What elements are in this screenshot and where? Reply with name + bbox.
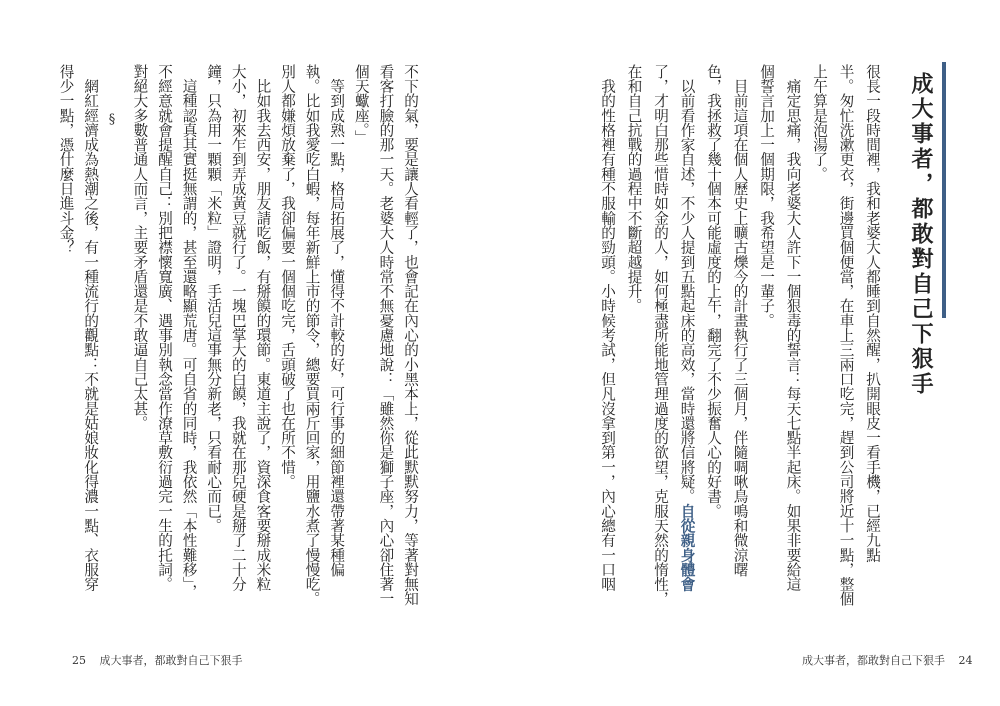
text-column: 鐘，只為用一顆顆「米粒」證明，手活兒這事無分新老，只看耐心而已。	[205, 64, 223, 533]
text-column: 大小，初來乍到弄成黃豆就行了。一塊巴掌大的白饃，我就在那兒硬是掰了二十分	[229, 64, 247, 592]
text-column: 網紅經濟成為熱潮之後，有一種流行的觀點：不就是姑娘妝化得濃一點、衣服穿	[82, 64, 100, 592]
text-column: 了，才明白那些惜時如金的人，如何極盡所能地管理過度的欲望，克服天然的惰性，	[652, 64, 669, 607]
text-column: 個誓言加上一個期限，我希望是一輩子。	[758, 64, 775, 328]
chapter-title: 成大事者，都敢對自己下狠手	[908, 72, 934, 397]
title-accent-bar	[942, 62, 946, 318]
text-column: 以前看作家自述，不少人提到五點起床的高效，當時還將信將疑。自從親身體會	[678, 64, 696, 592]
text-column: 我的性格裡有種不服輸的勁頭。小時候考試，但凡沒拿到第一，內心總有一口咽	[599, 64, 616, 592]
text-column: 上午算是泡湯了。	[811, 64, 828, 182]
left-running-header: 成大事者，都敢對自己下狠手	[99, 654, 243, 667]
text-column: 比如我去西安，朋友請吃飯，有掰饃的環節。東道主說了，資深食客要掰成米粒	[254, 64, 272, 592]
text-column: 不下的氣，要是讓人看輕了，也會記在內心的小黑本上，從此默默努力，等著對無知	[402, 64, 419, 607]
text-column: 色，我拯救了幾十個本可能虛度的上午，翻完了不少振奮人心的好書。	[705, 64, 722, 519]
right-footer	[802, 652, 983, 668]
text-column: 別人都嫌煩放棄了，我卻偏要一個個吃完，舌頭破了也在所不惜。	[279, 64, 296, 489]
text-column: 這種認真其實挺無謂的，甚至還略顯荒唐。可自省的同時，我依然「本性難移」，	[180, 64, 198, 599]
text-column: 看客打臉的那一天。老婆大人時常不無憂慮地說：「雖然你是獅子座，內心卻住著一	[377, 64, 395, 607]
right-running-header: 成大事者，都敢對自己下狠手	[802, 654, 945, 667]
text-column: 得少一點，憑什麼日進斗金？	[57, 64, 75, 255]
text-column: 在和自己抗戰的過程中不斷超越提升。	[625, 64, 643, 314]
text-column: 很長一段時間裡，我和老婆大人都睡到自然醒，扒開眼皮一看手機，已經九點	[864, 64, 881, 563]
left-footer	[62, 652, 243, 668]
text-column: 不經意就會提醒自己：別把襟懷寬廣、遇事別執念當作潦草敷衍過完一生的托詞。	[156, 64, 173, 592]
text-column: 執。比如我愛吃白蝦，每年新鮮上市的節令，總要買兩斤回家，用鹽水煮了慢慢吃。	[303, 64, 321, 607]
left-page-number: 25	[72, 654, 86, 667]
highlight-text: 自從親身體會	[678, 503, 696, 592]
text-column: 半。匆忙洗漱更衣，街邊買個便當，在車上三兩口吃完，趕到公司將近十一點，整個	[837, 64, 855, 607]
text-column: 對絕大多數普通人而言，主要矛盾還是不敢逼自己太甚。	[131, 64, 149, 431]
text-column: 目前這項在個人歷史上曠古爍今的計畫執行了三個月，伴隨啁啾鳥鳴和微涼曙	[731, 64, 749, 577]
text-column: 等到成熟一點，格局拓展了，懂得不計較的好，可行事的細節裡還帶著某種偏	[328, 64, 346, 577]
section-mark: §	[108, 112, 116, 127]
text-column: 痛定思痛，我向老婆大人許下一個狠毒的誓言：每天七點半起床。如果非要給這	[784, 64, 802, 592]
text-column: 個天蠍座。」	[352, 64, 370, 145]
right-page-number: 24	[958, 654, 973, 667]
